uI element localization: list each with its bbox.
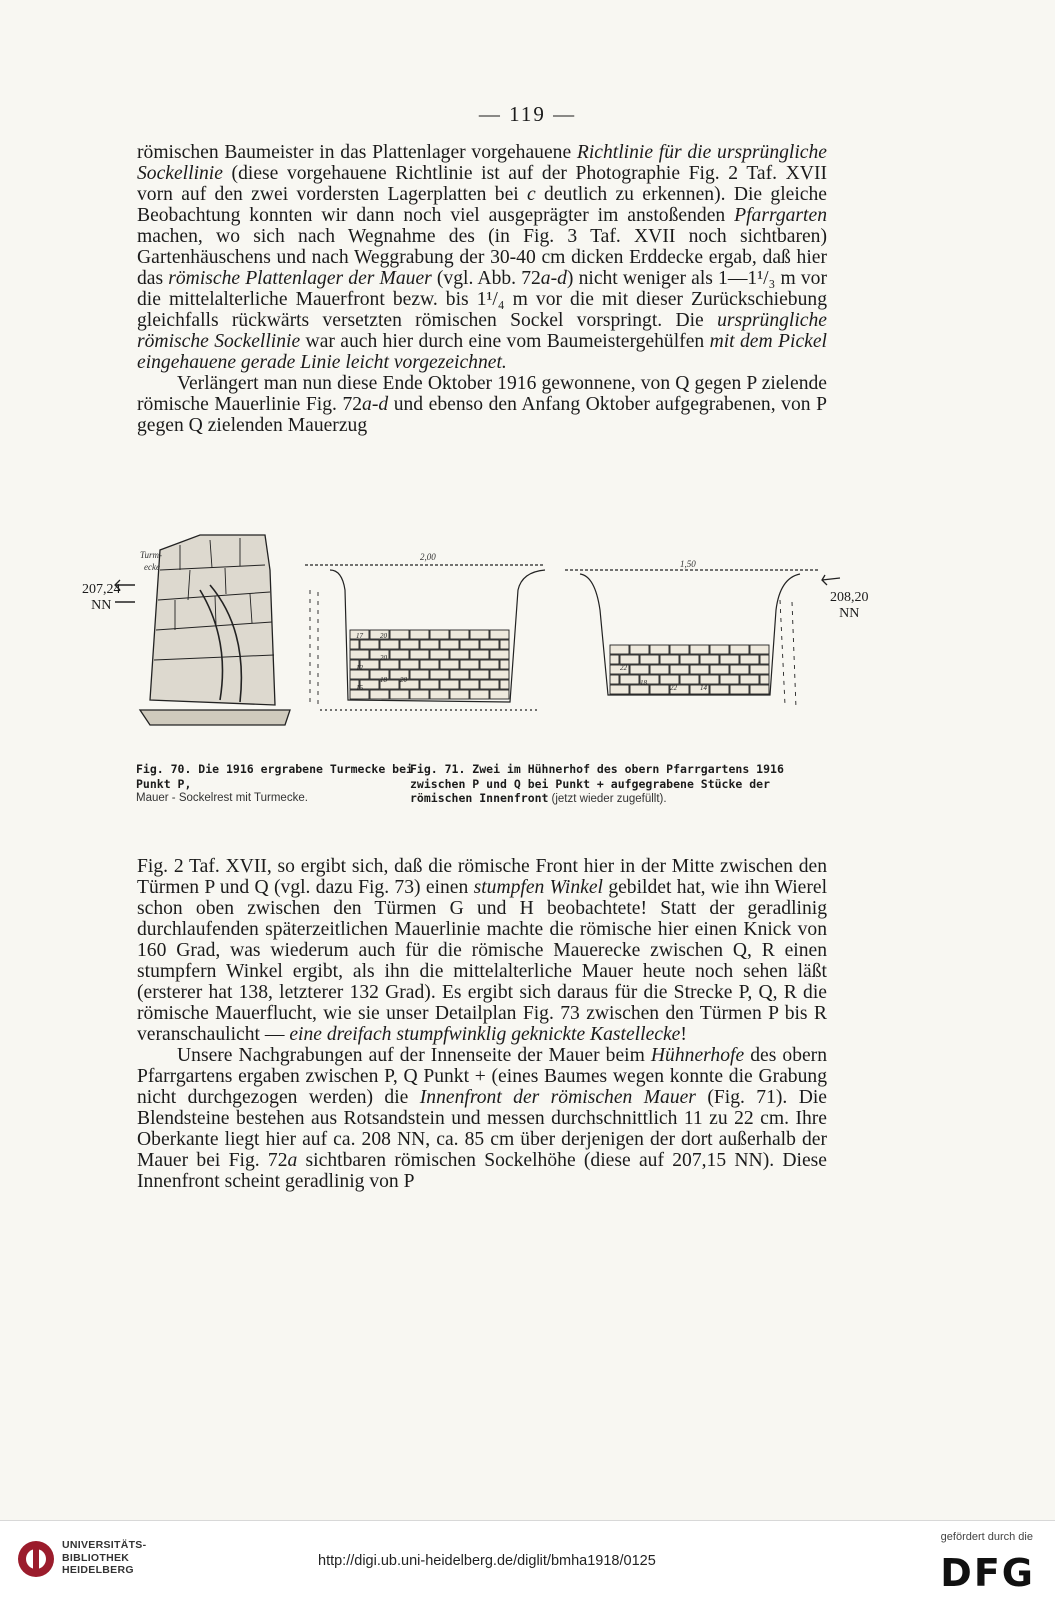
brick <box>490 650 509 659</box>
brick <box>490 630 509 639</box>
brick <box>730 665 749 674</box>
caption-fig71-title: Fig. 71. Zwei im Hühnerhof des obern Pfarrgartens 1916 zwischen P und Q bei Punkt + aufgegrabene Stücke der römischen Innenfront <box>410 762 784 805</box>
brick <box>400 640 419 649</box>
italic-run: römische Plattenlager der Mauer <box>168 268 432 289</box>
university-library-logo <box>16 1539 56 1579</box>
italic-run: Hühnerhofe <box>650 1045 745 1066</box>
library-line-1: UNIVERSITÄTS- <box>62 1539 147 1551</box>
brick-number-label: 12 <box>356 664 363 672</box>
brick <box>410 670 429 679</box>
brick <box>400 660 419 669</box>
brick <box>480 680 499 689</box>
brick <box>470 650 489 659</box>
text-run: ! <box>680 1024 687 1045</box>
brick <box>710 645 729 654</box>
elevation-left-value: 207,24 <box>82 582 121 597</box>
brick <box>480 640 499 649</box>
brick <box>700 675 719 684</box>
page-number: — 119 — <box>478 102 577 126</box>
brick <box>650 685 669 694</box>
brick <box>610 655 619 664</box>
text-run: Unsere Nachgrabungen auf der Innenseite der Mauer beim <box>177 1045 651 1066</box>
text-run: (Fig. 71). Die Blendsteine bestehen aus Rotsandstein und messen durchschnittlich 11 zu 22 cm. Ihre Oberkante liegt hier auf ca. 208 NN, ca. 85 cm über derjenigen der dort außerhalb der Mauer bei Fig. 72 <box>137 1087 827 1171</box>
brick <box>760 675 769 684</box>
text-run: war auch hier durch eine vom Baumeistergehülfen <box>300 331 710 352</box>
caption-fig70 <box>136 762 436 806</box>
brick <box>690 665 709 674</box>
elevation-left-unit: NN <box>91 598 112 613</box>
top-paragraph-1 <box>137 142 827 373</box>
italic-run: eine dreifach stumpfwinklig geknickte Kastellecke <box>289 1024 681 1045</box>
brick <box>670 645 689 654</box>
text-run: ) nicht weniger als 1—1¹/₃ m vor die mittelalterliche Mauerfront bezw. bis 1¹/₄ m vor die mit dieser Zurückschiebung gleichfalls rückwärts versetzten römischen Sockel vorspringt. Die <box>137 268 827 331</box>
brick <box>450 690 469 699</box>
brick <box>430 650 449 659</box>
brick <box>370 690 389 699</box>
brick <box>490 690 509 699</box>
brick <box>460 640 479 649</box>
library-line-2: BIBLIOTHEK <box>62 1551 130 1564</box>
label-turm: Turm- <box>140 550 163 560</box>
brick <box>440 660 459 669</box>
brick <box>420 680 439 689</box>
brick <box>680 655 699 664</box>
brick <box>470 670 489 679</box>
brick <box>650 665 669 674</box>
brick <box>430 690 449 699</box>
figure-area <box>80 530 900 805</box>
fig70-tower-corner-drawing <box>115 535 290 725</box>
brick <box>620 655 639 664</box>
text-run: des obern Pfarrgartens ergaben zwischen P, Q Punkt + (eines Baumes wegen konnte die Grabung nicht durchgezogen werden) die <box>137 1045 828 1108</box>
brick <box>610 685 629 694</box>
brick <box>410 650 429 659</box>
brick <box>650 645 669 654</box>
brick <box>710 665 729 674</box>
brick <box>460 660 479 669</box>
brick <box>390 630 409 639</box>
brick <box>610 675 619 684</box>
text-run: Verlängert man nun diese Ende Oktober 1916 gewonnene, von Q gegen P zielende römische Mauerlinie Fig. 72 <box>137 373 827 415</box>
brick <box>720 655 739 664</box>
university-library-name <box>62 1539 146 1577</box>
brick <box>750 645 769 654</box>
brick <box>760 655 769 664</box>
text-run: (diese vorgehauene Richtlinie ist auf der Photographie Fig. 2 Taf. XVII vorn auf den zwei vordersten Lagerplatten bei <box>137 163 827 205</box>
bottom-paragraph-2 <box>137 1045 827 1192</box>
brick <box>660 655 679 664</box>
brick-number-label: 14 <box>700 684 707 692</box>
library-line-3: HEIDELBERG <box>62 1564 134 1576</box>
brick <box>630 665 649 674</box>
text-run: römischen Baumeister in das Plattenlager vorgehauene <box>137 142 577 163</box>
italic-run: a <box>287 1150 298 1171</box>
text-run: sichtbaren römischen Sockelhöhe (diese auf 207,15 NN). Diese Innenfront scheint geradlinig von P <box>137 1150 827 1192</box>
brick-number-label: 18 <box>640 679 647 687</box>
label-ecke: ecke <box>144 562 160 572</box>
funded-by-text: gefördert durch die <box>940 1531 1033 1543</box>
source-url-link[interactable]: http://digi.ub.uni-heidelberg.de/diglit/bmha1918/0125 <box>318 1553 656 1569</box>
brick-number-label: 15 <box>356 684 363 692</box>
brick <box>730 645 749 654</box>
brick-number-label: 22 <box>670 684 677 692</box>
caption-fig71-text: (jetzt wieder zugefüllt). <box>551 793 667 805</box>
brick <box>450 670 469 679</box>
brick <box>750 685 769 694</box>
brick <box>350 650 369 659</box>
brick <box>690 645 709 654</box>
brick <box>450 650 469 659</box>
text-run: Fig. 2 Taf. XVII, so ergibt sich, daß die römische Front hier in der Mitte zwischen den Türmen P und Q (vgl. dazu Fig. 73) einen <box>137 856 827 898</box>
brick <box>380 640 399 649</box>
brick <box>680 675 699 684</box>
caption-fig70-text: Mauer - Sockelrest mit Turmecke. <box>136 792 308 804</box>
brick <box>740 655 759 664</box>
brick <box>720 675 739 684</box>
brick-number-label: 20 <box>380 654 387 662</box>
brick <box>440 680 459 689</box>
brick <box>390 690 409 699</box>
brick <box>740 675 759 684</box>
brick <box>480 660 499 669</box>
brick <box>460 680 479 689</box>
brick <box>440 640 459 649</box>
text-run: gebildet hat, wie ihn Wierel schon oben zwischen den Türmen G und H beobachtete! Statt der geradlinig durchlaufenden späterzeitlichen Mauerlinie machte die römische hier einen Knick von 160 Grad, was wiederum auch für die römische Mauerecke zwischen Q, R einen stumpfern Winkel ergibt, als ihn die mittelalterliche Mauer heute noch sehen läßt (ersterer hat 138, letzterer 132 Grad). Es ergibt sich daraus für die Strecke P, Q, R die römische Mauerflucht, wie sie unser Detailplan Fig. 73 zwischen den Türmen P bis R veranschaulicht — <box>137 877 828 1045</box>
brick <box>390 650 409 659</box>
brick-number-label: 18 <box>380 676 387 684</box>
italic-run: c <box>527 184 536 205</box>
brick <box>360 640 379 649</box>
brick-number-label: 17 <box>356 632 363 640</box>
text-run: und ebenso den Anfang Oktober aufgegrabenen, von P gegen Q zielenden Mauerzug <box>137 394 827 436</box>
brick <box>500 660 509 669</box>
italic-run: a-d <box>362 394 389 415</box>
text-block-top <box>137 142 827 436</box>
italic-run: Pfarrgarten <box>734 205 827 226</box>
text-run: machen, wo sich nach Wegnahme des (in Fig. 3 Taf. XVII noch sichtbaren) Gartenhäuschens und nach Weggrabung der 30-40 cm dicken Erddecke ergab, daß hier das <box>137 226 827 289</box>
brick <box>470 630 489 639</box>
brick <box>660 675 679 684</box>
brick <box>620 675 639 684</box>
italic-run: a-d <box>540 268 567 289</box>
brick <box>700 655 719 664</box>
italic-run: stumpfen Winkel <box>473 877 603 898</box>
brick <box>640 655 659 664</box>
brick <box>710 685 729 694</box>
text-block-bottom <box>137 856 827 1192</box>
elevation-right-value: 208,20 <box>830 590 869 605</box>
italic-run: Innenfront der römischen Mauer <box>419 1087 696 1108</box>
text-run: deutlich zu erkennen). Die gleiche Beobachtung konnten wir dann noch viel ausgeprägter im anstoßenden <box>137 184 827 226</box>
brick <box>410 630 429 639</box>
brick <box>670 665 689 674</box>
caption-fig71 <box>410 762 785 807</box>
footer-bar <box>0 1520 1055 1597</box>
brick <box>420 660 439 669</box>
elevation-right-unit: NN <box>839 606 860 621</box>
brick <box>350 640 359 649</box>
brick <box>500 680 509 689</box>
brick-number-label: 22 <box>620 664 627 672</box>
brick-number-label: 20 <box>380 632 387 640</box>
brick <box>490 670 509 679</box>
brick <box>430 670 449 679</box>
brick <box>750 665 769 674</box>
label-width-right: 1,50 <box>680 559 696 569</box>
brick <box>430 630 449 639</box>
caption-fig70-title: Fig. 70. Die 1916 ergrabene Turmecke bei Punkt P, <box>136 762 413 791</box>
brick <box>500 640 509 649</box>
brick <box>420 640 439 649</box>
italic-run: mit dem Pickel eingehauene gerade Linie leicht vorgezeichnet. <box>137 331 827 373</box>
excavation-sketch <box>80 530 900 760</box>
italic-run: Richtlinie für die ursprüngliche Sockellinie <box>137 142 827 184</box>
italic-run: ursprüngliche römische Sockellinie <box>137 310 827 352</box>
brick-number-label: 20 <box>400 676 407 684</box>
brick <box>630 645 649 654</box>
fig71-trench-left-drawing <box>305 565 545 710</box>
label-width-left: 2,00 <box>420 552 436 562</box>
bottom-paragraph-1 <box>137 856 827 1045</box>
brick <box>410 690 429 699</box>
brick <box>450 630 469 639</box>
dfg-logo: DFG <box>940 1551 1035 1595</box>
text-run: (vgl. Abb. 72 <box>431 268 541 289</box>
brick <box>730 685 749 694</box>
brick <box>470 690 489 699</box>
brick <box>610 645 629 654</box>
top-paragraph-2 <box>137 373 827 436</box>
